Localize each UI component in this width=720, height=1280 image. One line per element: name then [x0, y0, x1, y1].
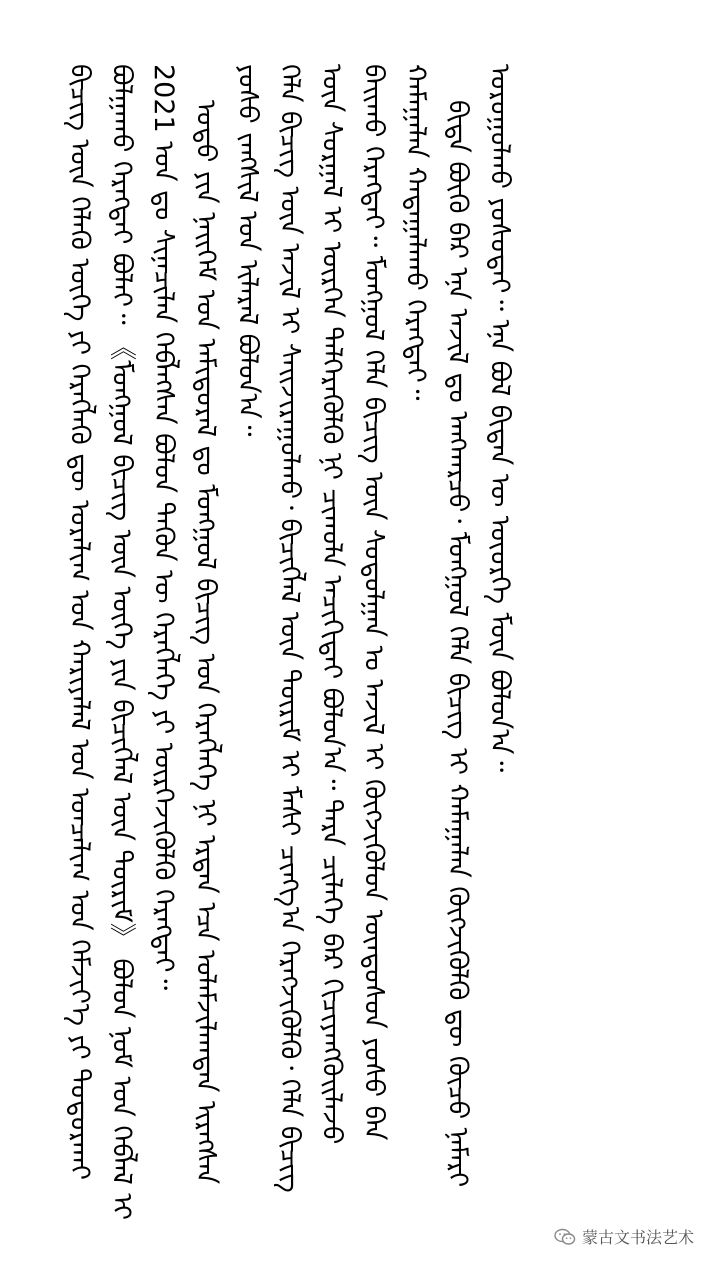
article-body	[58, 64, 648, 1224]
wechat-icon	[554, 1228, 576, 1246]
paragraph: ᠬᠡᠯᠡ ᠪᠢᠴᠢᠭ ᠦᠨ ᠠᠵᠢᠯ ᠢ ᠰᠠᠢᠵᠢᠷᠠᠭᠤᠯᠬᠤ᠂ ᠪᠢᠴᠢᠭᠯᠡᠯ ᠦᠨ ᠳᠦᠷᠢᠮ ᠢ ᠮᠠᠰᠢ ᠴᠢᠩᠭ᠎ᠠ ᠬᠡᠷᠡᠭᠵᠢᠭᠦᠯᠬᠦ᠂ ᠬᠡᠯᠡ ᠪᠢᠴᠢᠭ ᠦᠨ ᠰᠤᠷᠭᠠᠯ ᠢ ᠥᠷᠭᠡᠨ ᠳᠡᠯᠭᠡᠷᠡᠭᠦᠯᠬᠦ ᠨᠢ ᠴᠢᠬᠤᠯᠠ ᠠᠴᠢᠬᠢᠲᠠᠢ ᠪᠣᠯᠤᠨ᠎ᠠ᠃ ᠲᠡᠷᠡ ᠴᠢᠯᠡᠭᠡ ᠪᠡᠷ ᠬᠢᠴᠢᠶᠡᠩᠭᠦᠢᠯᠡᠵᠦ ᠪᠠᠢᠬᠤ ᠬᠡᠷᠡᠭᠲᠡᠢ᠃ ᠮᠣᠩᠭᠣᠯ ᠬᠡᠯᠡ ᠪᠢᠴᠢᠭ ᠦᠨ ᠰᠤᠳᠤᠯᠭᠠᠨ ᠤ ᠠᠵᠢᠯ ᠢ ᠬᠥᠭᠵᠢᠭᠦᠯᠦᠨ ᠦᠨᠳᠦᠰᠦᠨ ᠶᠣᠰᠣ ᠪᠡᠨ ᠬᠠᠮᠠᠭᠠᠯᠠᠨ ᠬᠠᠳᠠᠭᠠᠯᠠᠬᠤ ᠬᠡᠷᠡᠭᠲᠡᠢ᠃	[274, 64, 431, 1193]
paragraph: ᠣᠳᠣ ᠶᠢᠨ ᠨᠡᠢᠭᠡᠮ ᠤᠨ ᠠᠮᠢᠳᠤᠷᠠᠯ ᠳᠤ ᠮᠣᠩᠭᠣᠯ ᠪᠢᠴᠢᠭ ᠤᠨ ᠬᠡᠷᠡᠭᠯᠡᠭᠡ ᠨᠢ ᠡᠷᠲᠡᠨ ᠡᠴᠡ ᠤᠯᠠᠮᠵᠢᠯᠠᠭᠳᠠᠨ ᠢᠷᠡᠭᠰᠡᠨ ᠶᠣᠰᠣ ᠵᠠᠩᠱᠢᠯ ᠤᠨ ᠢᠯᠡᠷᠡᠯ ᠪᠣᠯᠤᠨ᠎ᠠ᠃	[190, 64, 263, 1185]
watermark-text: 蒙古文书法艺术	[581, 1228, 694, 1247]
watermark	[554, 1225, 694, 1248]
paragraph: ᠪᠢᠴᠢᠭ ᠦᠨ ᠬᠡᠯᠡᠬᠦ ᠦᠭᠡ ᠶᠢ ᠬᠡᠷᠡᠭᠯᠡᠬᠦ ᠳᠦ ᠤᠷᠠᠯᠢᠭ ᠤᠨ ᠬᠠᠷᠢᠶᠠᠯᠠᠯ ᠤᠨ ᠣᠨᠴᠠᠯᠢᠭ ᠤᠨ ᠬᠡᠮᠵᠢᠶ᠎ᠡ ᠶᠢ ᠲᠣᠳᠣᠷᠬᠠᠶ ᠪᠣᠯᠭᠠᠬᠤ ᠬᠡᠷᠡᠭᠲᠡᠶ ᠪᠣᠯᠠᠢ᠃ 《ᠮᠣᠩᠭᠣᠯ ᠪᠢᠴᠢᠭ ᠦᠨ ᠦᠭᠡ ᠶᠢᠨ ᠪᠢᠴᠢᠭᠯᠡᠯ ᠦᠨ ᠳᠦᠷᠢᠮ》 ᠪᠣᠯᠤᠨ ᠨᠣᠮ ᠤᠨ ᠬᠡᠪᠯᠡᠯ ᠢ 2021 ᠣᠨ ᠳᠤ ᠰᠢᠨᠡᠴᠢᠯᠡᠨ ᠬᠡᠪᠯᠡᠭᠰᠡᠨ ᠪᠣᠯᠤᠨ ᠲᠡᠭᠦᠨ ᠦ ᠬᠡᠷᠡᠭᠯᠡᠭᠡ ᠶᠢ ᠥᠷᠭᠡᠵᠢᠭᠦᠯᠬᠦ ᠬᠡᠷᠡᠭᠲᠡᠢ᠃	[64, 64, 179, 1221]
paragraph: ᠪᠢᠳᠡ ᠪᠦᠬᠦ ᠪᠡᠷ ᠡᠨᠡ ᠠᠵᠢᠯ ᠳᠤ ᠠᠩᠬᠠᠷᠴᠤ᠂ ᠮᠣᠩᠭᠣᠯ ᠬᠡᠯᠡ ᠪᠢᠴᠢᠭ ᠢ ᠬᠠᠮᠠᠭᠠᠯᠠᠨ ᠬᠥᠭᠵᠢᠭᠦᠯᠬᠦ ᠳᠦ ᠬᠦᠴᠦ ᠨᠡᠮᠡᠷᠢ ᠣᠷᠣᠭᠤᠯᠬᠤ ᠶᠣᠰᠣᠲᠠᠢ᠃ ᠡᠨᠡ ᠪᠣᠯ ᠪᠢᠳᠡᠨ ᠦ ᠦᠦᠷᠭᠡ ᠮᠥᠨ ᠪᠣᠯᠣᠨ᠎ᠠ᠃	[442, 64, 515, 1188]
